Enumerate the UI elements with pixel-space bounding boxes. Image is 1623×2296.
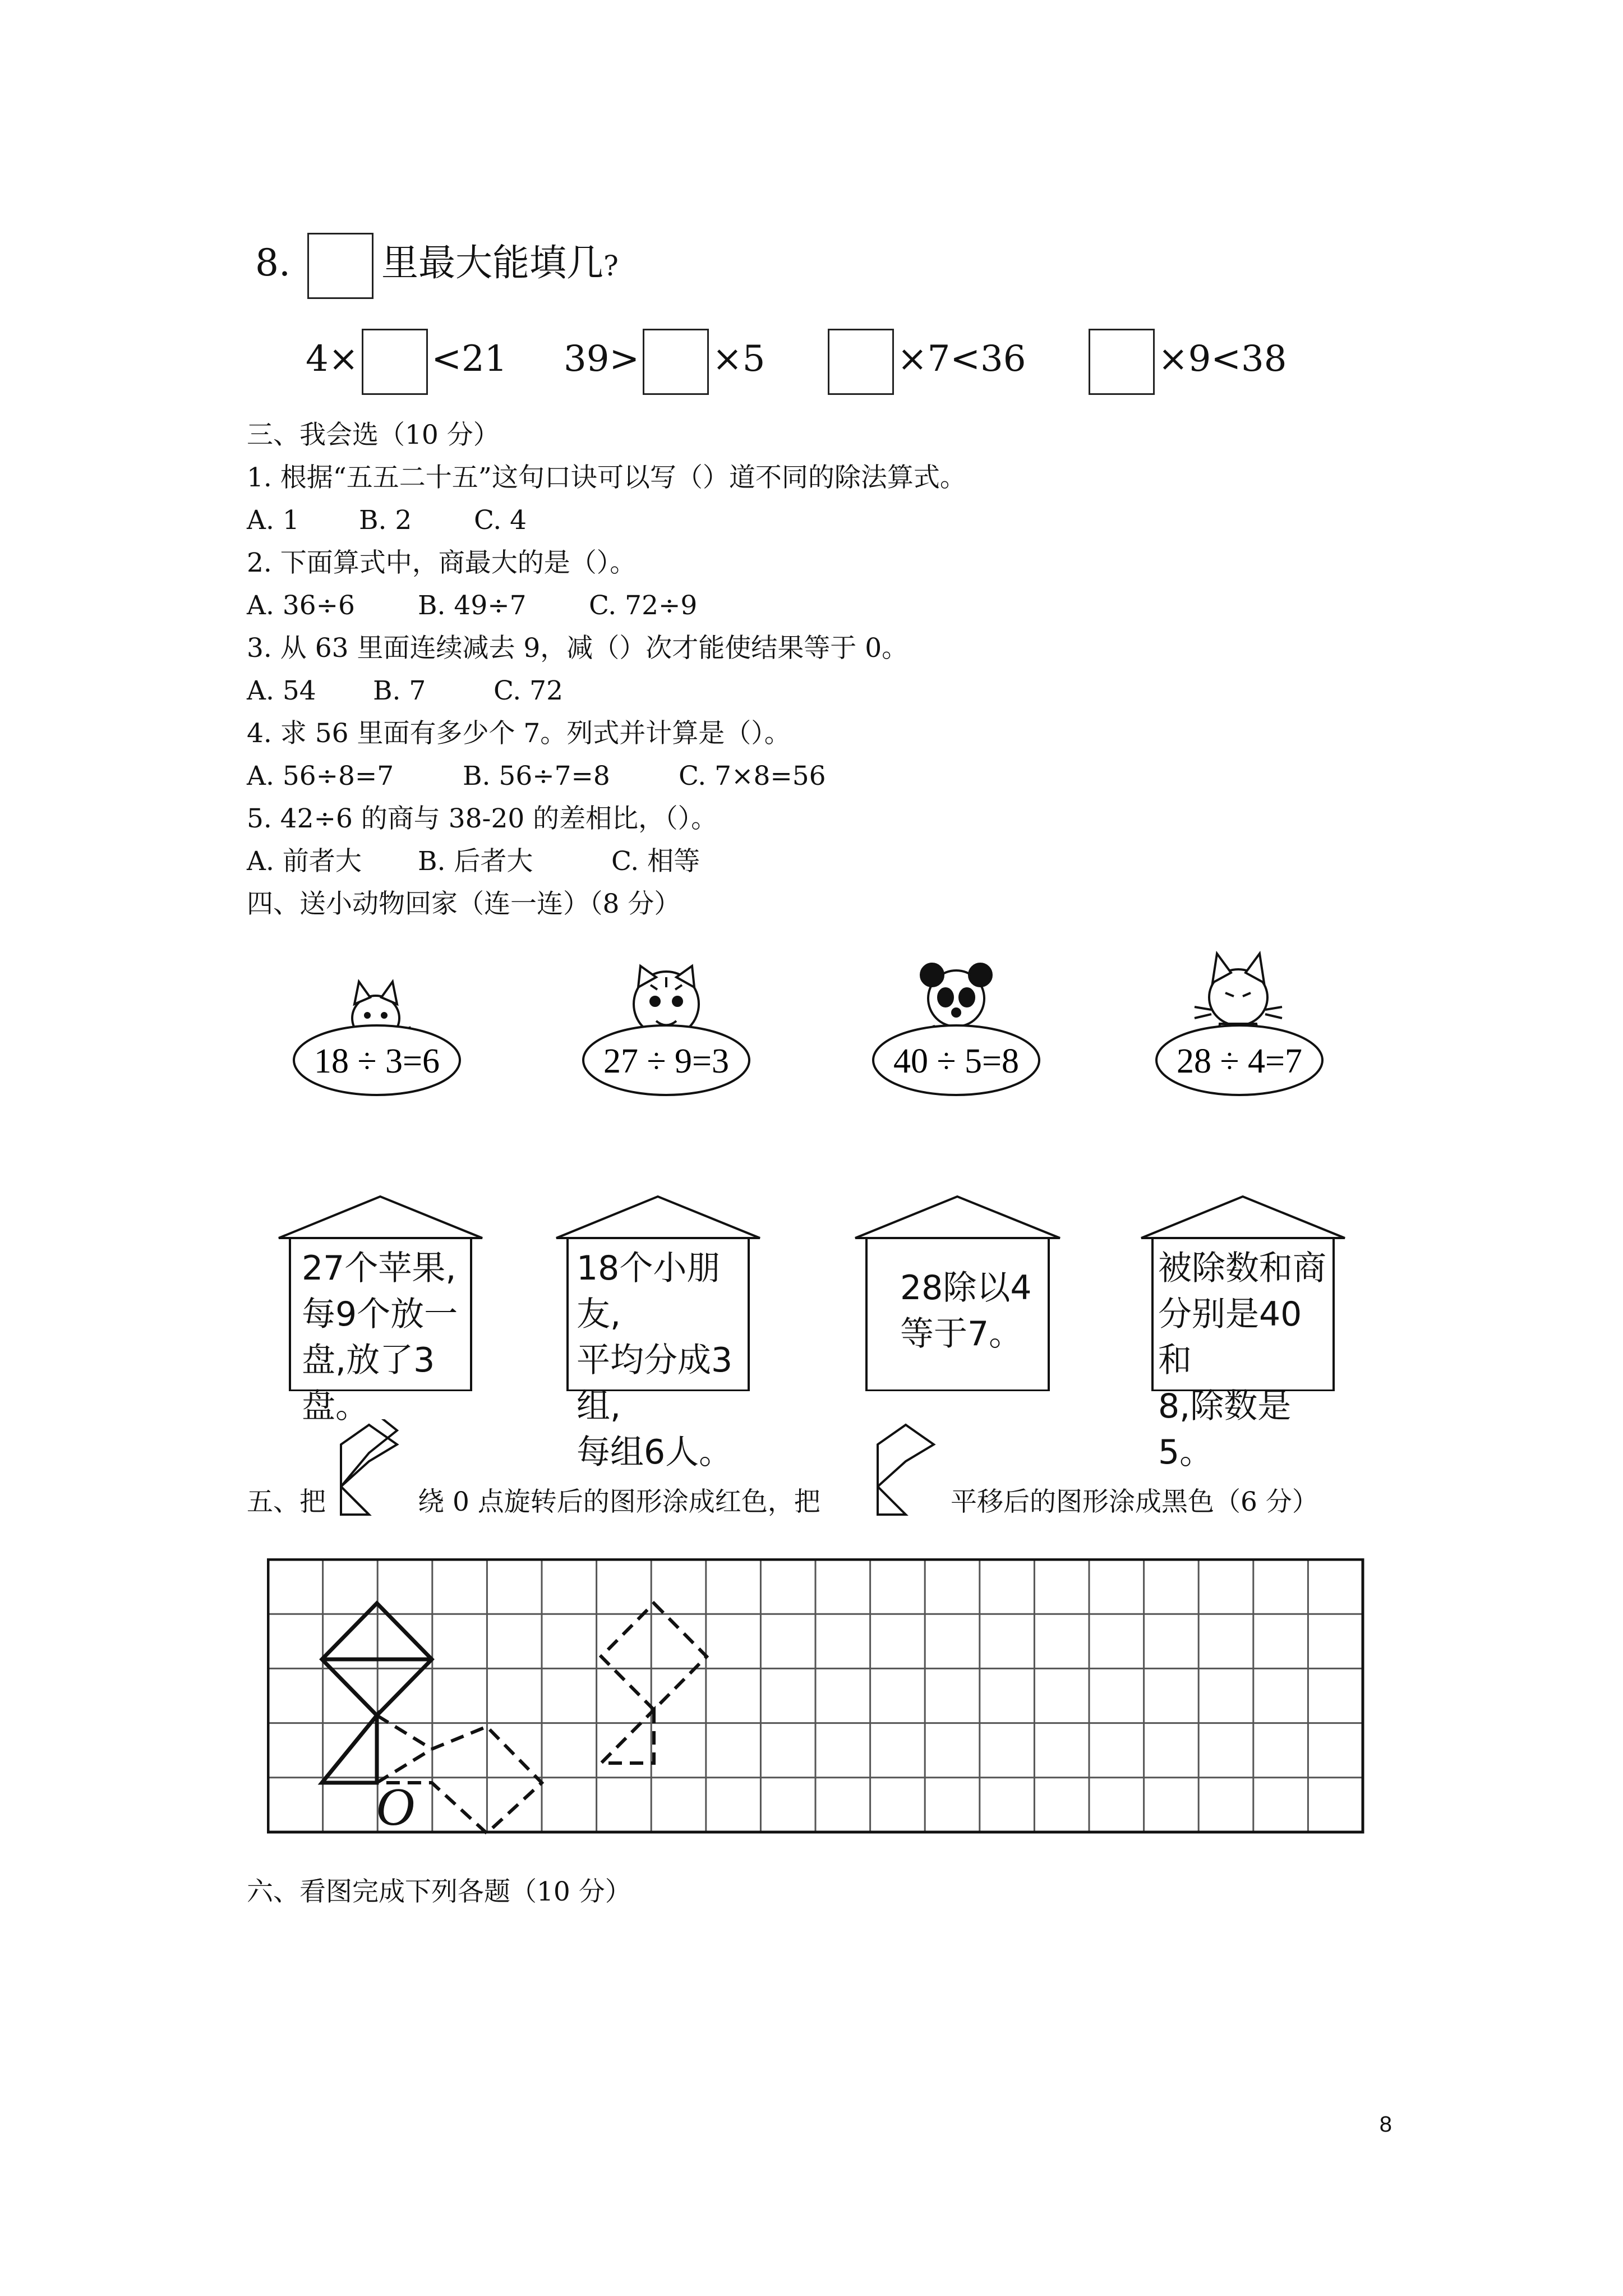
s3-options-4 [247,755,826,798]
section4-title: 四、送小动物回家（连一连）（8 分） [247,889,681,919]
translated-flag-shape [601,1603,707,1763]
option-b[interactable]: B. 7 [373,675,426,706]
house-2-text: 18个小朋友, 平均分成3组, 每组6人。 [577,1249,733,1472]
page-number: 8 [1379,2112,1392,2137]
option-b[interactable]: B. 56÷7=8 [463,761,610,792]
inequality-2-blank[interactable] [643,329,709,395]
equation-text: 40 ÷ 5=8 [893,1042,1019,1080]
option-b[interactable]: B. 后者大 [418,846,533,877]
s3-question-4: 4. 求 56 里面有多少个 7。列式并计算是（）。 [247,718,791,749]
s3-options-5 [247,840,700,883]
equation-oval-3[interactable] [873,1025,1039,1095]
s3-question-1: 1. 根据“五五二十五”这句口诀可以写（）道不同的除法算式。 [247,462,966,493]
equation-text: 27 ÷ 9=3 [603,1042,729,1080]
q8-heading [255,233,619,299]
q8-text: 里最大能填几 [381,241,603,284]
option-a[interactable]: A. 56÷8=7 [247,761,394,792]
equation-text: 28 ÷ 4=7 [1177,1042,1302,1080]
inequality-1-post: <21 [431,338,508,380]
option-c[interactable]: C. 4 [474,505,527,536]
flag-shape-icon [335,1419,408,1520]
house-3-text: 28除以4 等于7。 [900,1268,1032,1354]
s3-options-3 [247,670,563,712]
equation-oval-4[interactable] [1156,1025,1322,1095]
inequality-1-pre: 4× [306,338,359,380]
inequality-3-blank[interactable] [828,329,894,395]
s3-question-2: 2. 下面算式中，商最大的是（）。 [247,547,637,578]
s3-question-5: 5. 42÷6 的商与 38-20 的差相比，（）。 [247,803,718,834]
inequality-4-post: ×9<38 [1158,338,1287,380]
section6-title: 六、看图完成下列各题（10 分） [247,1876,631,1907]
option-a[interactable]: A. 54 [247,675,316,706]
point-o-label: O [376,1777,415,1837]
q8-number: 8. [255,241,291,284]
s3-question-3: 3. 从 63 里面连续减去 9，减（）次才能使结果等于 0。 [247,633,909,664]
inequality-4 [1085,325,1287,395]
option-b[interactable]: B. 2 [359,505,412,536]
section5-part3: 平移后的图形涂成黑色（6 分） [951,1487,1318,1517]
inequality-2-post: ×5 [712,338,766,380]
section3-title: 三、我会选（10 分） [247,420,500,450]
house-4-text: 被除数和商 分别是40和 8,除数是5。 [1158,1249,1326,1472]
flag-shape-icon [872,1419,945,1520]
equation-oval-1[interactable] [294,1025,460,1095]
option-a[interactable]: A. 前者大 [247,846,362,877]
inequality-3 [824,325,1026,395]
house-1-text: 27个苹果, 每9个放一 盘,放了3盘。 [302,1249,458,1426]
section5-part1: 五、把 [247,1487,326,1517]
equation-oval-2[interactable] [583,1025,749,1095]
inequality-3-post: ×7<36 [897,338,1026,380]
inequality-1-blank[interactable] [362,329,428,395]
equation-text: 18 ÷ 3=6 [314,1042,440,1080]
option-a[interactable]: A. 1 [247,505,299,536]
option-b[interactable]: B. 49÷7 [418,590,527,621]
inequality-2 [564,325,765,395]
option-a[interactable]: A. 36÷6 [247,590,355,621]
section5-part2: 绕 0 点旋转后的图形涂成红色，把 [418,1487,820,1517]
inequality-1 [306,325,507,395]
q8-blank-box [307,233,374,299]
animals-and-houses [0,931,1623,1391]
option-c[interactable]: C. 72 [494,675,563,706]
q8-question-mark: ? [603,250,619,282]
option-c[interactable]: C. 72÷9 [589,590,698,621]
inequality-2-pre: 39> [564,338,640,380]
option-c[interactable]: C. 相等 [611,846,700,877]
inequality-4-blank[interactable] [1089,329,1155,395]
shape-grid [267,1558,1366,1839]
s3-options-2 [247,585,697,627]
option-c[interactable]: C. 7×8=56 [679,761,826,792]
s3-options-1 [247,499,527,542]
